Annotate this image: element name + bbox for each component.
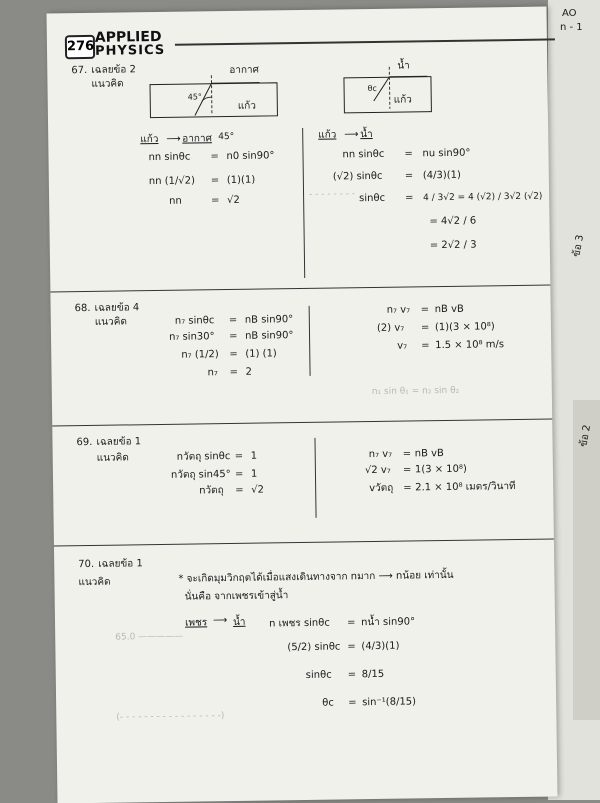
q67-right-l1c: nu sin90°: [422, 147, 471, 160]
q69-divider: [314, 438, 316, 518]
q67-fig2-water: น้ำ: [397, 60, 410, 72]
q67-figure1-rays: [149, 70, 280, 122]
section-rule-69-70: [54, 538, 554, 546]
q70-l3a: sinθc: [305, 669, 332, 681]
q69-right-l1c: nB vB: [414, 448, 444, 460]
q69-right-l2a: √2 v₇: [364, 464, 391, 477]
q68-left-l4b: =: [229, 366, 239, 379]
q68-right-l3c: 1.5 × 10⁸ m/s: [435, 339, 505, 352]
q68-left-l1a: n₇ sinθc: [174, 315, 215, 327]
q70-l3b: =: [347, 669, 357, 681]
q69-left-l2a: nวัตถุ sin45°: [170, 469, 231, 481]
bleed-through-70a: 65.0 —————: [115, 631, 184, 643]
q69-right-l2c: 1(3 × 10⁸): [414, 463, 467, 476]
q68-right-l3a: v₇: [397, 340, 408, 352]
brand-line1: APPLIED: [94, 28, 162, 46]
q67-left-path-to: อากาศ: [182, 133, 212, 145]
q68-right-l1b: =: [420, 304, 430, 316]
q67-right-l1b: =: [404, 148, 413, 160]
q67-left-l1c: n0 sin90°: [226, 150, 275, 163]
q67-left-l3b: =: [211, 195, 220, 207]
q69-method: แนวคิด: [96, 452, 129, 464]
q67-fig1-air: อากาศ: [229, 64, 260, 76]
q69-left-l1c: 1: [250, 450, 258, 462]
q69-left-l2b: =: [234, 468, 244, 480]
q68-left-l3b: =: [229, 348, 238, 361]
q69-number: 69.: [76, 436, 93, 449]
q68-divider: [309, 306, 311, 376]
q67-number: 67.: [71, 64, 88, 77]
q67-left-l1a: nn sinθc: [148, 151, 191, 164]
q67-figure2-rays: [343, 60, 434, 113]
q67-left-l2a: nn (1/√2): [148, 175, 196, 188]
q67-right-path-to: น้ำ: [360, 128, 373, 141]
q67-left-l1b: =: [210, 151, 219, 163]
q70-l1a: n เพชร sinθc: [268, 617, 330, 630]
section-rule-67-68: [50, 285, 550, 293]
q69-left-l1a: nวัตถุ sinθc: [176, 451, 231, 463]
q67-right-l2a: (√2) sinθc: [332, 170, 383, 183]
q69-right-l1a: n₇ v₇: [368, 448, 393, 461]
adjacent-page-lower: [573, 400, 600, 720]
q70-l2c: (4/3)(1): [361, 640, 400, 653]
q67-fig2-glass: แก้ว: [393, 94, 412, 106]
q68-right-l1a: n₇ v₇: [386, 304, 411, 316]
q70-l3c: 8/15: [361, 668, 385, 681]
q67-right-path-from: แก้ว: [318, 129, 337, 141]
q67-right-l3a: sinθc: [359, 192, 386, 205]
q67-left-l2c: (1)(1): [226, 174, 256, 187]
side-text-n: n - 1: [560, 22, 583, 33]
q67-right-arrow: ⟶: [344, 129, 359, 141]
q70-l1c: nน้ำ sin90°: [360, 616, 416, 629]
q68-left-l2a: n₇ sin30°: [168, 331, 215, 343]
q68-left-l1b: =: [228, 314, 238, 327]
q68-right-l1c: nB vB: [434, 303, 464, 316]
q69-right-l2b: =: [402, 464, 412, 476]
q68-left-l4c: 2: [245, 366, 252, 378]
q68-right-l3b: =: [421, 340, 430, 352]
q67-method: แนวคิด: [91, 78, 124, 90]
bleed-through-70b: (- - - - - - - - - - - - - - - - -): [116, 711, 225, 723]
section-rule-68-69: [52, 419, 552, 427]
q67-fig2-angle: θc: [367, 83, 377, 94]
q69-left-l3c: √2: [251, 484, 264, 496]
side-text-choice2: ข้อ 2: [578, 423, 594, 448]
q67-right-l2c: (4/3)(1): [422, 169, 461, 182]
q70-note2: นั่นคือ จากเพชรเข้าสู่น้ำ: [184, 590, 289, 603]
q69-left-l1b: =: [234, 450, 244, 462]
q69-right-l1b: =: [402, 448, 412, 460]
q69-left-l3b: =: [235, 484, 244, 496]
bleed-through: - - - - - - - -: [308, 189, 356, 200]
page-header: [65, 23, 545, 62]
q68-left-l4a: n₇: [207, 367, 218, 379]
q70-l4b: =: [348, 697, 357, 709]
q68-left-l1c: nB sin90°: [244, 314, 294, 326]
q67-divider: [302, 128, 305, 278]
q69-right-l3c: 2.1 × 10⁸ เมตร/วินาที: [415, 481, 516, 494]
page-number: 276: [65, 35, 95, 59]
q70-l4c: sin⁻¹(8/15): [362, 696, 417, 709]
brand-line2: PHYSICS: [94, 42, 166, 59]
q67-right-l4: = 4√2 / 6: [429, 215, 477, 228]
q67-left-arrow: ⟶: [166, 133, 181, 145]
q70-l4a: θc: [322, 697, 334, 709]
q68-left-l3a: n₇ (1/2): [181, 349, 219, 361]
q67-fig1-glass: แก้ว: [237, 100, 257, 112]
header-rule: [175, 38, 555, 45]
q67-right-l1a: nn sinθc: [342, 148, 385, 161]
q70-path-from: เพชร: [184, 617, 208, 629]
q68-answer: เฉลยข้อ 4: [94, 302, 140, 314]
side-text-ao: AO: [562, 8, 577, 19]
q69-answer: เฉลยข้อ 1: [96, 436, 142, 448]
brand-logo: [95, 30, 166, 59]
q70-note1: * จะเกิดมุมวิกฤตได้เมื่อแสงเดินทางจาก nมาก ⟶ nน้อย เท่านั้น: [178, 569, 454, 585]
q69-left-l2c: 1: [250, 468, 258, 480]
q68-number: 68.: [74, 302, 91, 315]
q67-left-path-from: แก้ว: [140, 133, 159, 146]
q69-right-l3a: vวัตถุ: [369, 482, 394, 495]
q70-l2b: =: [347, 641, 356, 653]
q69-left-l3a: nวัตถุ: [199, 485, 224, 497]
bleed-through-68: n₁ sin θ₁ = n₂ sin θ₂: [371, 385, 460, 398]
q68-method: แนวคิด: [94, 316, 127, 328]
q67-right-l5: = 2√2 / 3: [429, 239, 477, 252]
q70-l2a: (5/2) sinθc: [287, 641, 341, 654]
q70-number: 70.: [78, 558, 95, 571]
q67-left-path-angle: 45°: [218, 131, 235, 143]
q67-fig1-angle: 45°: [187, 92, 202, 102]
q70-l1b: =: [346, 617, 356, 629]
q70-answer: เฉลยข้อ 1: [98, 558, 143, 570]
side-text-choice3: ข้อ 3: [571, 233, 587, 258]
q67-left-l2b: =: [210, 175, 220, 187]
textbook-page: [47, 7, 558, 803]
q70-method: แนวคิด: [78, 576, 111, 589]
q68-right-l2b: =: [420, 322, 430, 334]
q67-right-l3b: =: [405, 192, 414, 204]
q67-answer: เฉลยข้อ 2: [91, 64, 136, 76]
q68-left-l2b: =: [228, 330, 238, 343]
q67-right-l3c: 4 / 3√2 = 4 (√2) / 3√2 (√2): [423, 191, 543, 204]
q68-right-l2c: (1)(3 × 10⁸): [434, 321, 495, 334]
q67-right-l2b: =: [404, 170, 414, 182]
q67-left-l3a: nn: [169, 195, 182, 207]
q70-path-to: น้ำ: [232, 616, 246, 628]
q68-right-l2a: (2) v₇: [376, 322, 405, 334]
q69-right-l3b: =: [403, 482, 412, 494]
q68-left-l3c: (1) (1): [245, 348, 277, 360]
q68-left-l2c: nB sin90°: [244, 330, 294, 342]
q70-path-arrow: ⟶: [212, 615, 228, 627]
q67-left-l3c: √2: [227, 194, 240, 207]
